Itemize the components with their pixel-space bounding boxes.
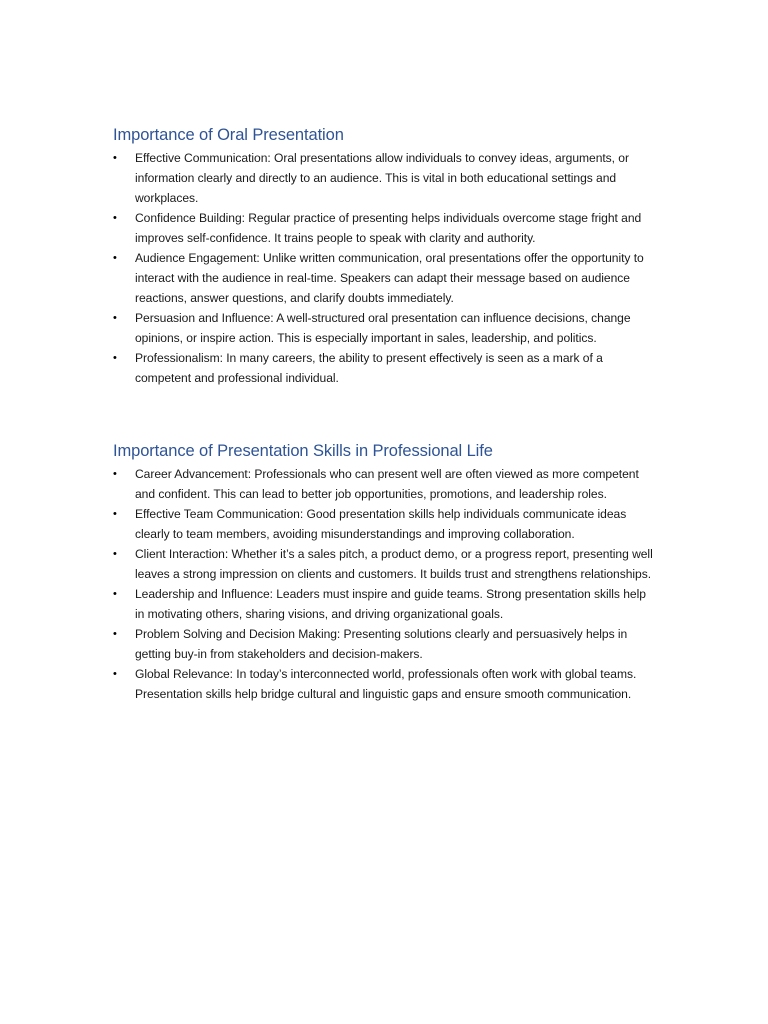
list-item: [113, 208, 658, 248]
list-item-text: Audience Engagement: Unlike written communication, oral presentations offer the opportunity to interact with the audience in real-time. Speakers can adapt their message based on audience reactions, answer questions, and clarify doubts immediately.: [135, 251, 644, 305]
section-heading: Importance of Oral Presentation: [113, 126, 344, 144]
list-item: [113, 504, 658, 544]
section-oral-presentation: [113, 124, 658, 388]
list-item-text: Client Interaction: Whether it’s a sales pitch, a product demo, or a progress report, presenting well leaves a strong impression on clients and customers. It builds trust and strengthens relationships.: [135, 547, 653, 581]
bullet-dot-icon: •: [113, 212, 117, 224]
list-item: [113, 248, 658, 308]
list-item: [113, 464, 658, 504]
bullet-dot-icon: •: [113, 548, 117, 560]
list-item: [113, 348, 658, 388]
bullet-list: [113, 148, 658, 388]
list-item: [113, 148, 658, 208]
bullet-dot-icon: •: [113, 468, 117, 480]
list-item-text: Leadership and Influence: Leaders must inspire and guide teams. Strong presentation skills help in motivating others, sharing visions, and driving organizational goals.: [135, 587, 646, 621]
section-heading: Importance of Presentation Skills in Professional Life: [113, 442, 493, 460]
list-item-text: Professionalism: In many careers, the ability to present effectively is seen as a mark of a competent and professional individual.: [135, 351, 603, 385]
list-item-text: Confidence Building: Regular practice of presenting helps individuals overcome stage fright and improves self-confidence. It trains people to speak with clarity and authority.: [135, 211, 642, 245]
bullet-dot-icon: •: [113, 152, 117, 164]
bullet-dot-icon: •: [113, 352, 117, 364]
list-item: [113, 664, 658, 704]
bullet-dot-icon: •: [113, 628, 117, 640]
list-item-text: Problem Solving and Decision Making: Presenting solutions clearly and persuasively helps in getting buy-in from stakeholders and decision-makers.: [135, 627, 628, 661]
bullet-dot-icon: •: [113, 252, 117, 264]
list-item-text: Global Relevance: In today’s interconnected world, professionals often work with global teams. Presentation skills help bridge cultural and linguistic gaps and ensure smooth communication.: [135, 667, 637, 701]
bullet-list: [113, 464, 658, 704]
list-item: [113, 308, 658, 348]
list-item-text: Effective Team Communication: Good presentation skills help individuals communicate ideas clearly to team members, avoiding misunderstandings and improving collaboration.: [135, 507, 627, 541]
list-item-text: Effective Communication: Oral presentations allow individuals to convey ideas, arguments, or information clearly and directly to an audience. This is vital in both educational settings and workplaces.: [135, 151, 629, 205]
bullet-dot-icon: •: [113, 588, 117, 600]
list-item-text: Persuasion and Influence: A well-structured oral presentation can influence decisions, change opinions, or inspire action. This is especially important in sales, leadership, and politics.: [135, 311, 631, 345]
bullet-dot-icon: •: [113, 312, 117, 324]
list-item: [113, 624, 658, 664]
section-presentation-skills: [113, 440, 658, 704]
list-item: [113, 584, 658, 624]
list-item: [113, 544, 658, 584]
bullet-dot-icon: •: [113, 668, 117, 680]
list-item-text: Career Advancement: Professionals who can present well are often viewed as more competent and confident. This can lead to better job opportunities, promotions, and leadership roles.: [135, 467, 639, 501]
bullet-dot-icon: •: [113, 508, 117, 520]
